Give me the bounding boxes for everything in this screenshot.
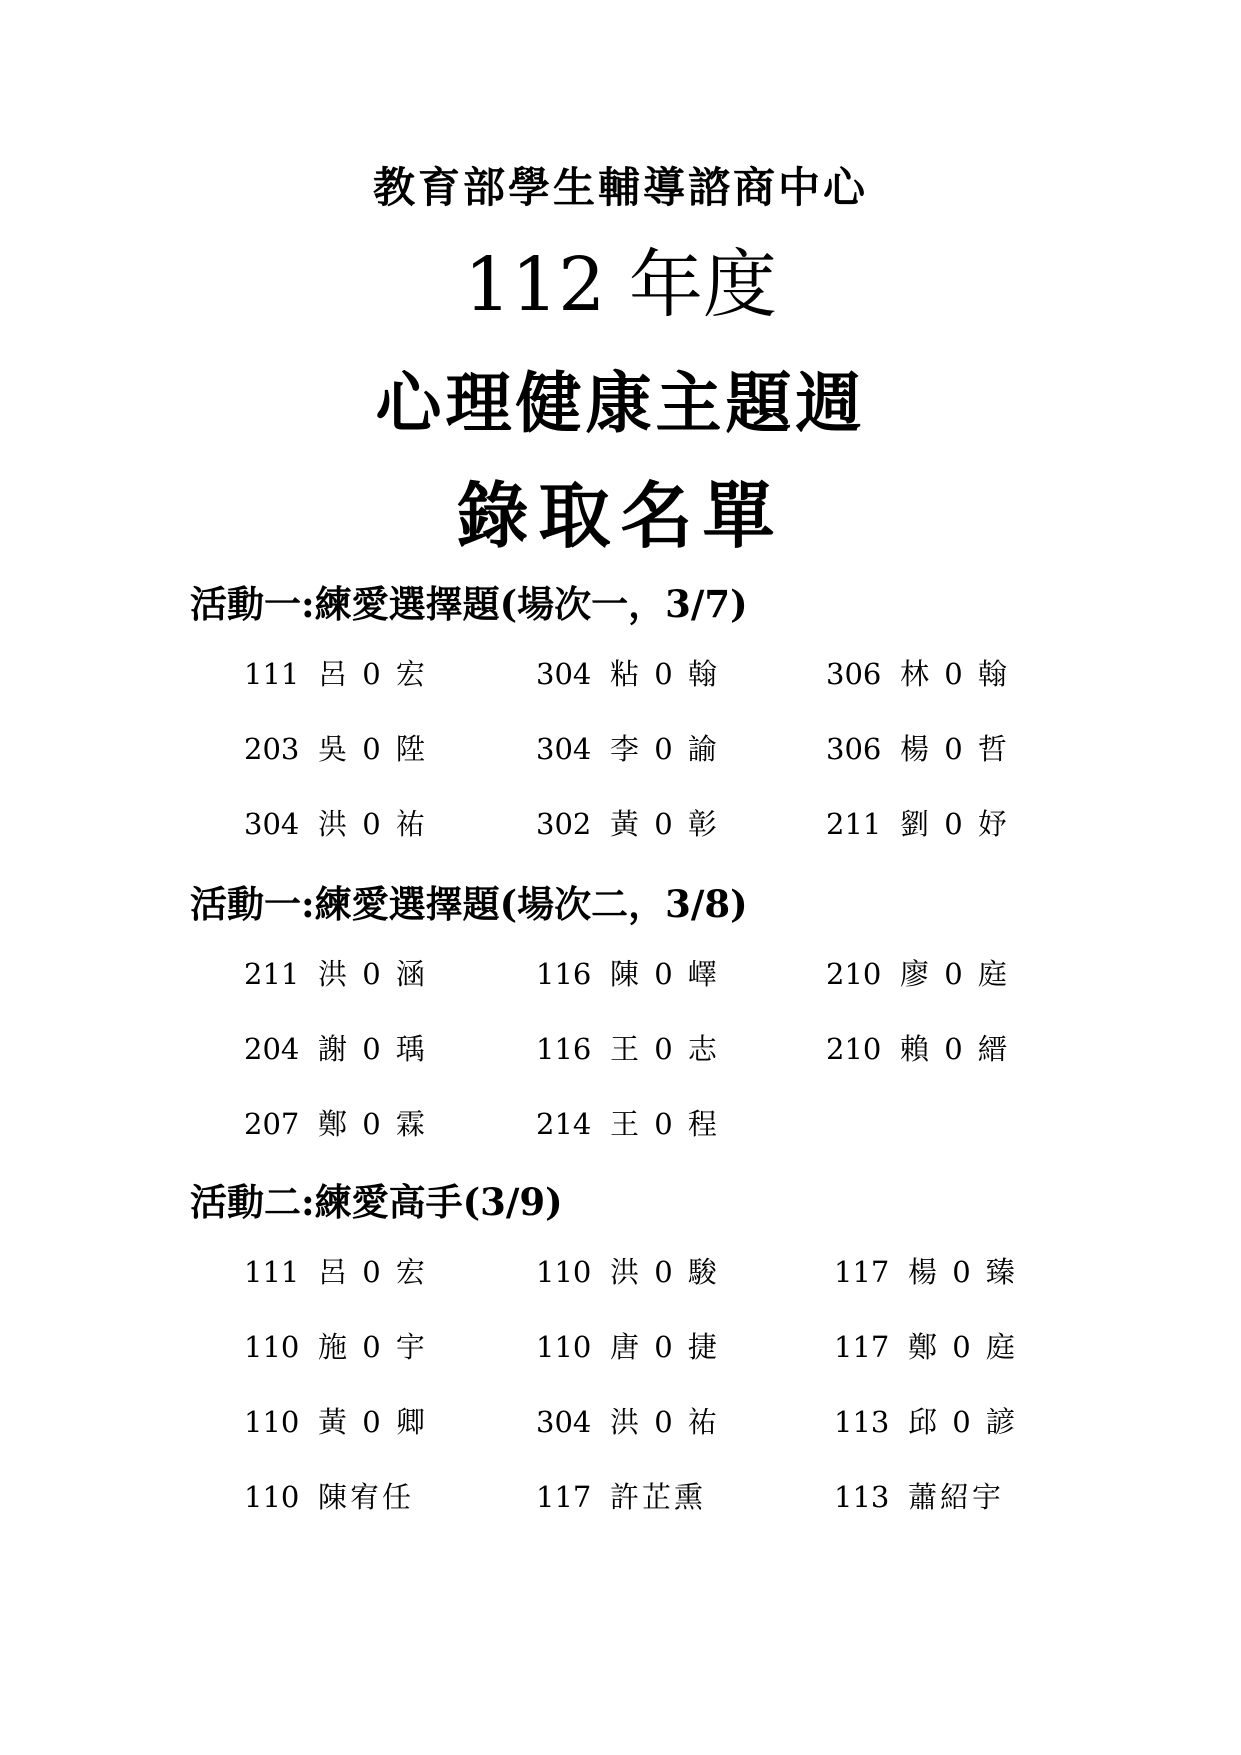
student-name: 許芷熏 — [610, 1480, 707, 1514]
student-name: 蕭紹宇 — [908, 1480, 1005, 1514]
list-item — [536, 654, 720, 694]
class-number: 304 — [244, 807, 300, 841]
list-item — [536, 1327, 720, 1367]
list-item — [244, 729, 428, 769]
student-name: 陳宥任 — [318, 1480, 415, 1514]
class-number: 110 — [536, 1255, 592, 1289]
list-item — [826, 729, 1010, 769]
event-title: 心理健康主題週 — [375, 364, 866, 442]
class-number: 110 — [244, 1330, 300, 1364]
list-item — [826, 1029, 1010, 1069]
class-number: 203 — [244, 732, 300, 766]
list-item — [536, 1104, 720, 1144]
list-item — [536, 954, 720, 994]
section-heading: 活動一:練愛選擇題(場次一，3/7) — [190, 582, 748, 626]
student-name: 賴 0 縉 — [900, 1032, 1010, 1066]
list-item — [834, 1477, 1004, 1517]
list-item — [834, 1252, 1018, 1292]
section-heading: 活動一:練愛選擇題(場次二，3/8) — [190, 882, 748, 926]
student-name: 鄭 0 霖 — [318, 1107, 428, 1141]
class-number: 110 — [536, 1330, 592, 1364]
list-item — [244, 1104, 428, 1144]
class-number: 113 — [834, 1405, 890, 1439]
list-item — [244, 1402, 428, 1442]
list-item — [244, 1252, 428, 1292]
student-name: 李 0 諭 — [610, 732, 720, 766]
class-number: 306 — [826, 732, 882, 766]
student-name: 楊 0 哲 — [900, 732, 1010, 766]
class-number: 207 — [244, 1107, 300, 1141]
student-name: 洪 0 駿 — [610, 1255, 720, 1289]
student-name: 王 0 程 — [610, 1107, 720, 1141]
class-number: 304 — [536, 657, 592, 691]
class-number: 306 — [826, 657, 882, 691]
list-item — [536, 729, 720, 769]
class-number: 116 — [536, 1032, 592, 1066]
student-name: 洪 0 祐 — [610, 1405, 720, 1439]
class-number: 111 — [244, 1255, 300, 1289]
list-item — [826, 954, 1010, 994]
student-name: 粘 0 翰 — [610, 657, 720, 691]
list-item — [536, 1477, 706, 1517]
list-item — [826, 654, 1010, 694]
student-name: 陳 0 嶧 — [610, 957, 720, 991]
class-number: 210 — [826, 1032, 882, 1066]
class-number: 211 — [244, 957, 300, 991]
student-name: 林 0 翰 — [900, 657, 1010, 691]
class-number: 113 — [834, 1480, 890, 1514]
student-name: 楊 0 臻 — [908, 1255, 1018, 1289]
student-name: 吳 0 陞 — [318, 732, 428, 766]
class-number: 302 — [536, 807, 592, 841]
student-name: 黃 0 彰 — [610, 807, 720, 841]
class-number: 304 — [536, 732, 592, 766]
student-name: 呂 0 宏 — [318, 657, 428, 691]
class-number: 117 — [834, 1255, 890, 1289]
list-item — [244, 804, 428, 844]
student-name: 洪 0 涵 — [318, 957, 428, 991]
list-item — [834, 1402, 1018, 1442]
class-number: 110 — [244, 1480, 300, 1514]
student-name: 呂 0 宏 — [318, 1255, 428, 1289]
student-name: 洪 0 祐 — [318, 807, 428, 841]
student-name: 鄭 0 庭 — [908, 1330, 1018, 1364]
document-title: 錄取名單 — [456, 473, 785, 558]
list-item — [536, 1252, 720, 1292]
list-item — [244, 1327, 428, 1367]
class-number: 214 — [536, 1107, 592, 1141]
student-name: 劉 0 妤 — [900, 807, 1010, 841]
list-item — [536, 804, 720, 844]
student-name: 黃 0 卿 — [318, 1405, 428, 1439]
class-number: 210 — [826, 957, 882, 991]
student-name: 謝 0 瑀 — [318, 1032, 428, 1066]
student-name: 王 0 志 — [610, 1032, 720, 1066]
list-item — [536, 1029, 720, 1069]
list-item — [244, 1029, 428, 1069]
list-item — [244, 1477, 414, 1517]
student-name: 廖 0 庭 — [900, 957, 1010, 991]
list-item — [244, 954, 428, 994]
organization-name: 教育部學生輔導諮商中心 — [372, 163, 868, 212]
list-item — [536, 1402, 720, 1442]
class-number: 204 — [244, 1032, 300, 1066]
year-title: 112 年度 — [464, 242, 777, 328]
section-heading: 活動二:練愛高手(3/9) — [190, 1180, 563, 1224]
class-number: 116 — [536, 957, 592, 991]
student-name: 唐 0 捷 — [610, 1330, 720, 1364]
list-item — [826, 804, 1010, 844]
list-item — [834, 1327, 1018, 1367]
student-name: 施 0 宇 — [318, 1330, 428, 1364]
class-number: 117 — [834, 1330, 890, 1364]
class-number: 304 — [536, 1405, 592, 1439]
list-item — [244, 654, 428, 694]
class-number: 117 — [536, 1480, 592, 1514]
student-name: 邱 0 諺 — [908, 1405, 1018, 1439]
class-number: 111 — [244, 657, 300, 691]
class-number: 211 — [826, 807, 882, 841]
class-number: 110 — [244, 1405, 300, 1439]
